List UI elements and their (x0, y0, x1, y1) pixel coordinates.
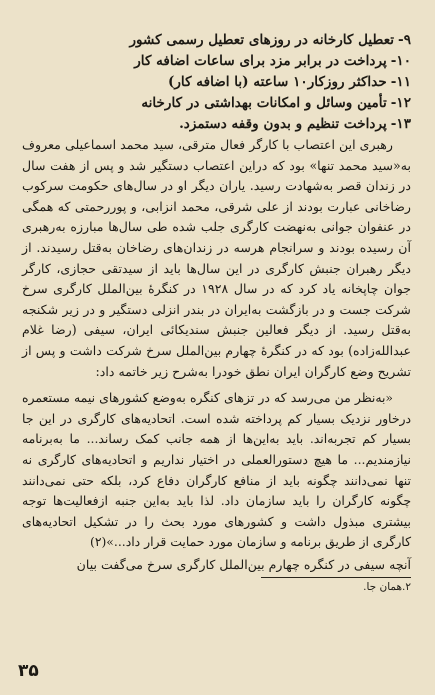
list-item-number: ۱۲- (390, 95, 411, 111)
body-paragraph (22, 135, 411, 382)
footnote-divider (261, 577, 411, 578)
demands-list (22, 30, 411, 135)
closing-line: آنچه سیفی در کنگره چهارم بین‌الملل کارگری سرخ می‌گفت بیان (76, 556, 411, 572)
list-item-number: ۱۰- (390, 53, 411, 69)
page-number: ۳۵ (18, 661, 39, 681)
list-item-text: پرداخت تنظیم و بدون وقفه دستمزد. (179, 116, 387, 132)
list-item-text: حداکثر روزکار۱۰ ساعته (با اضافه کار) (167, 74, 387, 90)
list-item-text: پرداخت در برابر مزد برای ساعات اضافه کار (134, 53, 387, 69)
list-item-number: ۹- (398, 32, 411, 48)
list-item (22, 72, 411, 93)
list-item-number: ۱۳- (390, 116, 411, 132)
list-item (22, 114, 411, 135)
paragraph-text: رهبری این اعتصاب با کارگر فعال مترقی، سید محمد اسماعیلی معروف به«سید محمد تنها» بود که دراین اعتصاب دستگیر شد و پس از هفت سال در زندان قصر به‌شهادت رسید. یاران دیگر او در سال‌های حکومت سرکوب رضاخانی عبارت بودند از علی شرقی، محمد انزابی، و پوررحمتی که همگی در عنفوان جوانی به‌نهضت کارگری جلب شده طی سال‌ها مبارزه به‌رهبری آن رسیده بودند و سرانجام هرسه در زندان‌های رضاخان به‌قتل رسیدند. از دیگر رهبران جنبش کارگری در این سال‌ها باید از سیدتقی حجازی، کارگر جوان چاپخانه یاد کرد که در سال ۱۹۲۸ در کنگرهٔ بین‌الملل کارگری سرخ شرکت جست و در بازگشت به‌ایران در بندر انزلی دستگیر و در زیر شکنجه به‌قتل رسید. از دیگر فعالین جنبش سندیکائی ایران، سیفی (رضا غلام عبدالله‌زاده) بود که در کنگرهٔ چهارم بین‌الملل سرخ شرکت داشت و پس از تشریح وضع کارگران ایران نطق خودرا به‌شرح زیر خاتمه داد: (22, 137, 411, 379)
list-item (22, 93, 411, 114)
footnote: ۲.همان جا. (363, 580, 411, 593)
list-item-number: ۱۱- (390, 74, 411, 90)
list-item (22, 30, 411, 51)
list-item-text: تعطیل کارخانه در روزهای تعطیل رسمی کشور (129, 32, 395, 48)
quote-text: «به‌نظر من می‌رسد که در تزهای کنگره به‌وضع کشورهای نیمه مستعمره درخاور نزدیک بسیار کم پرداخته شده است. اتحادیه‌های کارگری در این جا بسیار کم تجربه‌اند. باید به‌این‌ها از همه جانب کمک رساند... ما به‌برنامه نیازمندیم... ما هیچ دستورالعملی در اختیار نداریم و اتحادیه‌های کارگری نه تنها نمی‌دانند چگونه باید از منافع کارگران دفاع کرد، بلکه حتی نمی‌دانند چگونه کارگران را باید سازمان داد. لذا باید به‌این جنبه ازفعالیت‌ها توجه بیشتری مبذول داشت و کشورهای مورد بحث را در تشکیل اتحادیه‌های کارگری از طریق برنامه و سازمان مورد حمایت قرار داد...»(۲) (22, 390, 411, 550)
list-item-text: تأمین وسائل و امکانات بهداشتی در کارخانه (141, 95, 387, 111)
list-item (22, 51, 411, 72)
quoted-speech (22, 388, 411, 553)
